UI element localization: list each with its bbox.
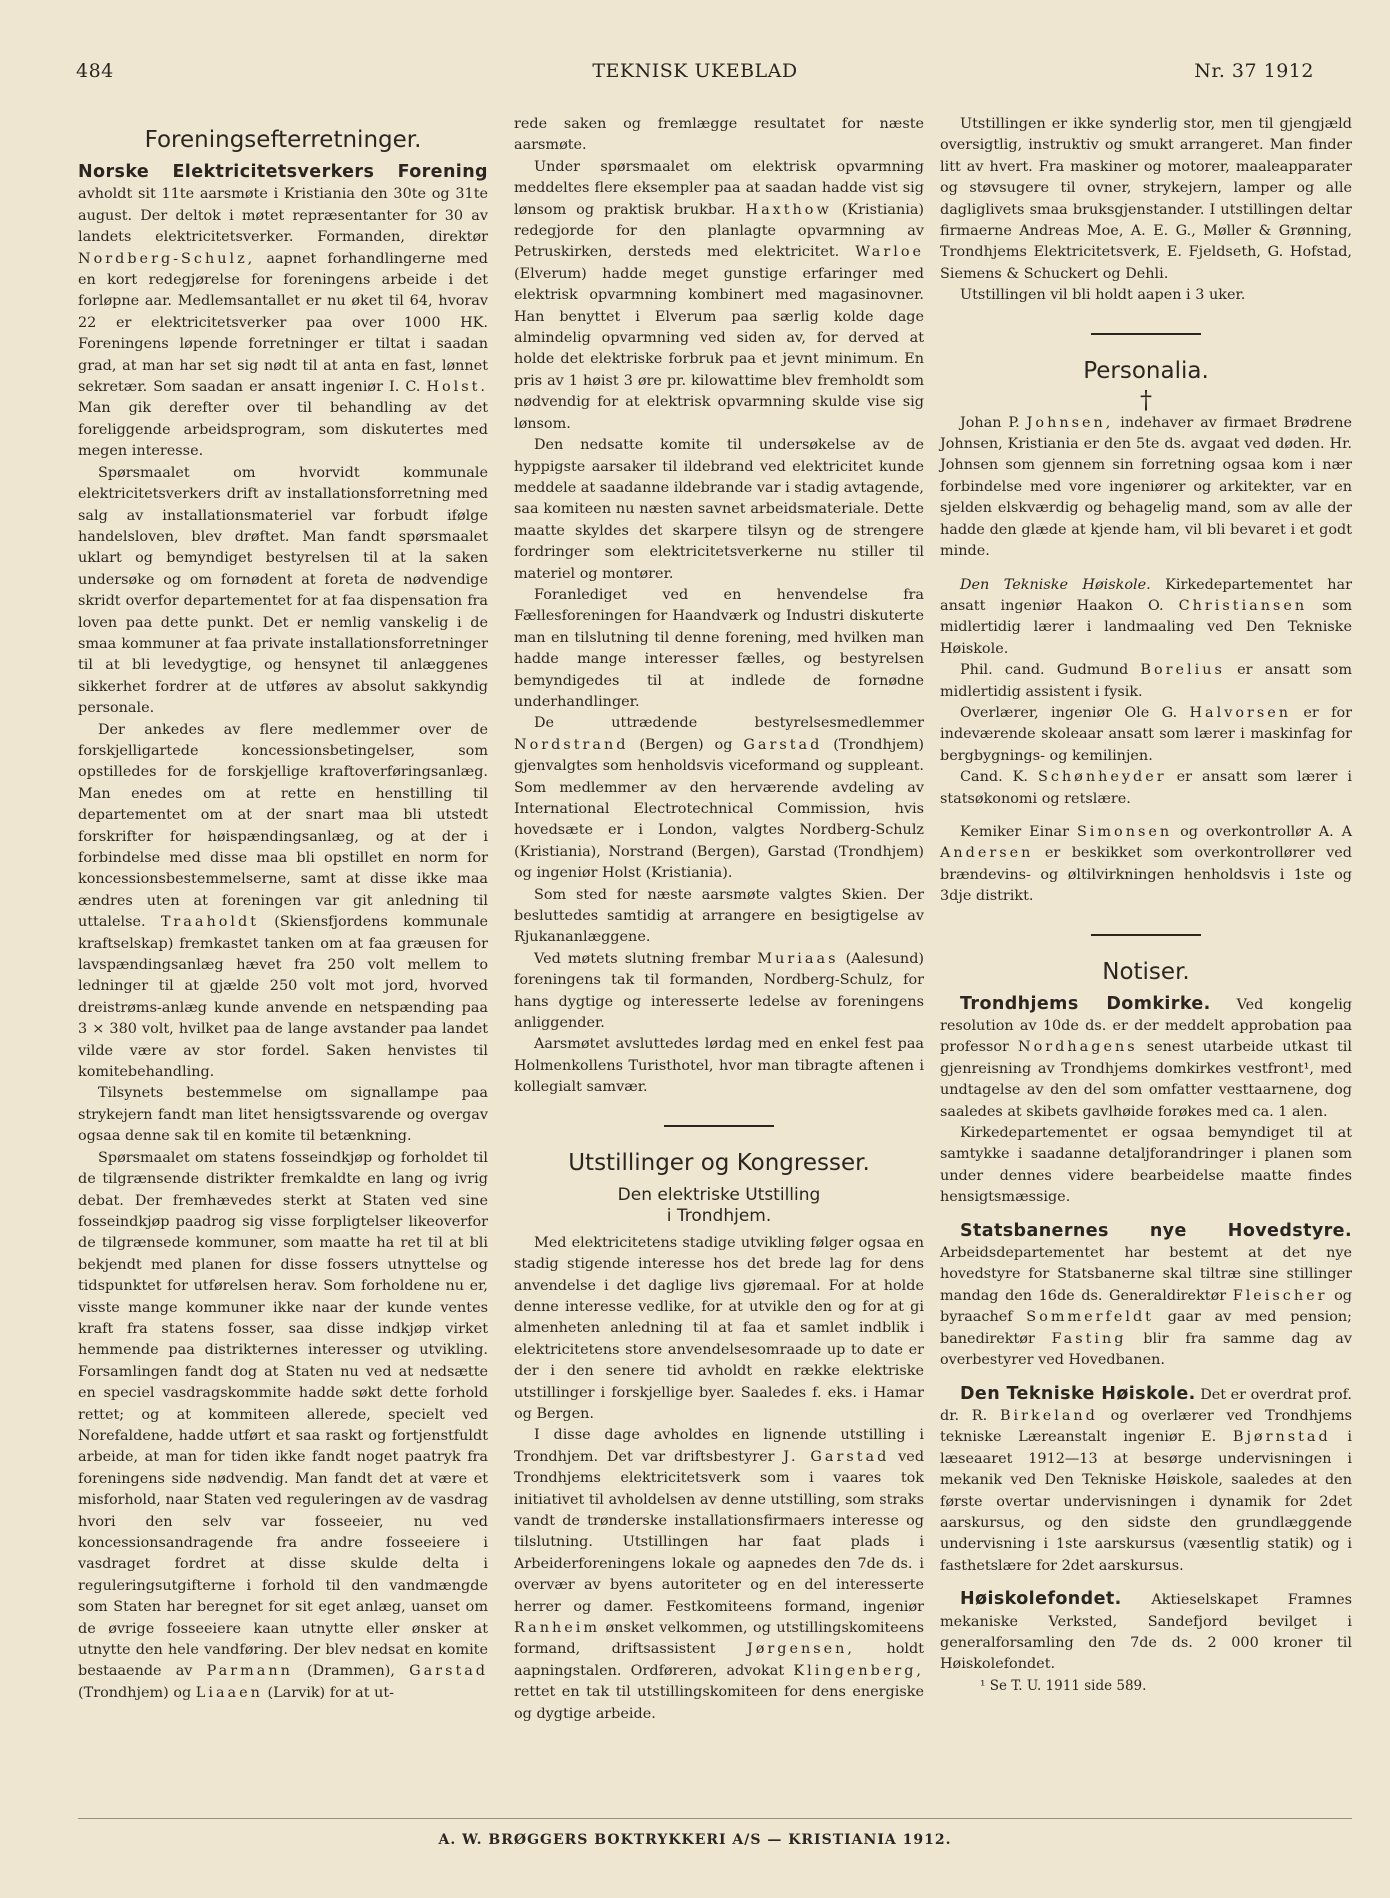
run-in-title: Norske Elektricitetsverkers Forening <box>78 162 488 182</box>
person-name: Christiansen <box>1178 597 1308 614</box>
paragraph: Ved møtets slutning frembar Muriaas (Aalesund) foreningens tak til formanden, Nordberg-Schulz, for hans dygtige og interesserte ledelse av foreningens anliggender. <box>514 950 925 1032</box>
person-name: Garstad <box>409 1663 489 1680</box>
person-name: Bjørnstad <box>1232 1429 1331 1446</box>
paragraph: Utstillingen er ikke synderlig stor, men til gjengjæld oversigtlig, instruktiv og smukt arrangeret. Man finder litt av hvert. Fra maskiner og motorer, maaleapparater og støvsugere til ovner, strykejern, lamper og alle dagliglivets smaa bruksgjenstander. I utstillingen deltar firmaerne Andreas Moe, A. E. G., Møller & Grønning, Trondhjems Elektricitetsverk, E. Fjeldseth, G. Hofstad, Siemens & Schuckert og Dehli. <box>940 116 1352 282</box>
paragraph: Under spørsmaalet om elektrisk opvarmning meddeltes flere eksempler paa at saadan hadde vist sig lønsom og praktisk brukbar. Haxthow (Kristiania) redegjorde for den planlagte opvarmning av Petruskirken, dersteds med elektricitet. Warloe (Elverum) hadde meget gunstige erfaringer med elektrisk opvarmning kombinert med magasinovner. Han benyttet i Elverum paa særlig kolde dage almindelig opvarmning ved siden av, for derved at holde det elektriske forbruk paa et jevnt minimum. En pris av 1 høist 3 øre pr. kilowattime blev fremholdt som nødvendig for at elektrisk opvarmning skulde vise sig lønsom. <box>514 158 925 432</box>
paragraph: Johan P. Johnsen, indehaver av firmaet Brødrene Johnsen, Kristiania er den 5te ds. avgaat ved døden. Hr. Johnsen som gjennem sin forretning ogsaa kom i nær forbindelse med vore ingeniører og arkitekter, var en sjelden elskværdig og behagelig mand, som av alle der hadde den glæde at kjende ham, vil bli bevaret i et godt minde. <box>940 414 1353 560</box>
paragraph: Phil. cand. Gudmund Borelius er ansatt som midlertidig assistent i fysik. <box>940 662 1352 700</box>
paragraph: Som sted for næste aarsmøte valgtes Skien. Der besluttedes samtidig at arrangere en besigtigelse av Rjukananlæggene. <box>514 886 924 946</box>
person-name: Fleischer <box>1232 1287 1328 1304</box>
person-name: Halvorsen <box>1189 704 1292 721</box>
person-name: Haxthow <box>745 201 832 218</box>
italic-heading: Den Tekniske Høiskole. <box>960 576 1151 593</box>
footnote: ¹ Se T. U. 1911 side 589. <box>980 1677 1147 1694</box>
page-header <box>76 60 1314 90</box>
run-in-title: Den Tekniske Høiskole. <box>960 1383 1196 1404</box>
paragraph: Spørsmaalet om hvorvidt kommunale elektricitetsverkers drift av installationsforretning med salg av installationsmateriel var forbudt ifølge handelsloven, blev drøftet. Man fandt spørsmaalet uklart og bemyndiget bestyrelsen til at la saken undersøke og om fornødent at foreta de nødvendige skridt overfor departementet for at faa dispensation fra loven paa dette punkt. Det er nemlig vanskelig i de smaa kommuner at faa private installationsforretninger til at bli levedygtige, og hensynet til anlæggenes sikkerhet fordrer at de utføres av absolut sakkyndig personale. <box>78 464 488 717</box>
column-1 <box>78 114 488 1704</box>
section-divider <box>1091 934 1201 936</box>
paragraph: Tilsynets bestemmelse om signallampe paa strykejern fandt man litet hensigtssvarende og overgav ogsaa denne sak til en komite til betænkning. <box>78 1085 488 1145</box>
paragraph: Foranlediget ved en henvendelse fra Fællesforeningen for Haandværk og Industri diskuterte man en tilslutning til denne forening, med hvilken man hadde mange interesser fælles, og bestyrelsen bemyndigedes til at indlede de fornødne underhandlinger. <box>514 586 924 710</box>
run-in-title: Statsbanernes nye Hovedstyre. <box>960 1220 1352 1241</box>
person-name: Andersen <box>940 845 1034 862</box>
person-name: Johnsen, <box>1026 414 1114 431</box>
person-name: Warloe <box>855 244 924 261</box>
printer-imprint: A. W. BRØGGERS BOKTRYKKERI A/S — KRISTIANIA 1912. <box>438 1832 952 1848</box>
column-2 <box>514 114 924 1725</box>
paragraph: Kemiker Einar Simonsen og overkontrollør A. A Andersen er beskikket som overkontrollører ved brændevins- og øltilvirkningen henholdsvis i 1ste og 3dje distrikt. <box>940 823 1353 905</box>
section-divider <box>1091 333 1201 335</box>
section-divider <box>664 1125 774 1127</box>
person-name: Sommerfeldt <box>1026 1309 1154 1326</box>
paragraph: Utstillingen vil bli holdt aapen i 3 uker. <box>960 287 1246 304</box>
issue-number: Nr. 37 1912 <box>1194 60 1314 82</box>
person-name: J. Garstad <box>783 1448 890 1465</box>
paragraph: Kirkedepartementet er ogsaa bemyndiget til at samtykke i saadanne detaljforandringer i planen som under dennes videre bearbeidelse maatte findes hensigtsmæssige. <box>940 1125 1352 1206</box>
paragraph: Trondhjems Domkirke. Ved kongelig resolution av 10de ds. er der meddelt approbation paa professor Nordhagens senest utarbeide utkast til gjenreisning av Trondhjems domkirkes vestfront¹, med undtagelse av den del som omfatter vesttaarnene, dog saaledes at skibets gavlhøide forøkes med ca. 1 alen. <box>940 993 1353 1120</box>
section-title-utstillinger: Utstillinger og Kongresser. <box>568 1149 870 1176</box>
person-name: Holst. <box>426 379 488 396</box>
person-name: Jørgensen, <box>746 1641 856 1658</box>
section-title-notiser: Notiser. <box>1102 958 1190 985</box>
section-title-foreningsefterretninger: Foreningsefterretninger. <box>144 127 422 153</box>
article-subtitle: Den elektriske Utstilling i Trondhjem. <box>617 1184 821 1226</box>
person-name: Ranheim <box>514 1620 601 1636</box>
paragraph: Med elektricitetens stadige utvikling følger ogsaa en stadig stigende interesse hos det brede lag for dens anvendelse i det daglige livs gjøremaal. For at holde denne interesse vedlike, for at utvikle den og for at gi almenheten anledning til at faa et samlet indblik i elektricitetens store anvendelsesomraade up to date er der i den senere tid avholdt en række elektriske utstillinger i forskjellige byer. Saaledes f. eks. i Hamar og Bergen. <box>514 1234 924 1422</box>
run-in-title: Høiskolefondet. <box>960 1589 1122 1610</box>
person-name: Nordstrand <box>514 736 629 753</box>
person-name: Borelius <box>1140 662 1225 679</box>
dagger-icon: † <box>1140 385 1152 414</box>
paragraph: Høiskolefondet. Aktieselskapet Framnes mekaniske Verksted, Sandefjord bevilget i generalforsamling den 7de ds. 2 000 kroner til Høiskolefondet. <box>940 1589 1352 1673</box>
publication-title: TEKNISK UKEBLAD <box>592 60 798 82</box>
paragraph: Den Tekniske Høiskole. Kirkedepartementet har ansatt ingeniør Haakon O. Christiansen som midlertidig lærer i landmaaling ved Den Tekniske Høiskole. <box>940 576 1353 657</box>
person-name: Birkeland <box>999 1407 1098 1424</box>
person-name: Klingenberg, <box>793 1662 925 1679</box>
person-name: Simonsen <box>1076 823 1173 840</box>
person-name: Nordhagens <box>1018 1039 1138 1056</box>
paragraph: I disse dage avholdes en lignende utstilling i Trondhjem. Det var driftsbestyrer J. Garstad ved Trondhjems elektricitetsverk som i vaares tok initiativet til avholdelsen av denne utstilling, som straks vandt de trønderske installationsfirmaers interesse og tilslutning. Utstillingen har faat plads i Arbeiderforeningens lokale og aapnedes den 7de ds. i overvær av byens autoriteter og en del interesserte herrer og damer. Festkomiteens formand, ingeniør Ranheim ønsket velkommen, og utstillingskomiteens formand, driftsassistent Jørgensen, holdt aapningstalen. Ordføreren, advokat Klingenberg, rettet en tak til utstillingskomiteen for dens energiske og dygtige arbeide. <box>514 1427 925 1722</box>
run-in-title: Trondhjems Domkirke. <box>960 993 1211 1014</box>
section-title-personalia: Personalia. <box>1083 357 1209 384</box>
paragraph: Aarsmøtet avsluttedes lørdag med en enkel fest paa Holmenkollens Turisthotel, hvor man tibragte aftenen i kollegialt samvær. <box>514 1036 924 1096</box>
person-name: Schønheyder <box>1037 769 1167 786</box>
footer-rule <box>78 1818 1352 1819</box>
person-name: Traaholdt <box>160 914 259 931</box>
column-3 <box>940 114 1352 1697</box>
person-name: Parmann <box>206 1663 293 1680</box>
page-number: 484 <box>76 60 114 82</box>
paragraph: Den nedsatte komite til undersøkelse av de hyppigste aarsaker til ildebrand ved elektricitet kunde meddele at saadanne ildebrande var i stadig avtagende, saa komiteen nu næsten savnet arbeidsmateriale. Dette maatte skyldes det skarpere tilsyn og de strengere fordringer som elektricitetsverkerne nu stiller til materiel og montører. <box>514 437 924 582</box>
person-name: Nordberg-Schulz, <box>78 250 256 267</box>
person-name: Garstad <box>743 736 823 753</box>
paragraph: Spørsmaalet om statens fosseindkjøp og forholdet til de tilgrænsende distrikter fremkaldte en lang og ivrig debat. Der fremhævedes sterkt at Staten ved sine fosseindkjøp paadrog sig visse forpligtelser likeoverfor de tilgrænsede kommuner, som maatte ha ret til at bli bekjendt med planen for disse fossers utnyttelse og tidspunktet for utførelsen herav. Som forholdene nu er, visste mange kommuner ikke naar der kunde ventes kraft fra statens fosser, saa disse indkjøp virket hemmende paa distrikternes interesser og utvikling. Forsamlingen fandt dog at Staten nu ved at nedsætte en speciel vasdragskommite hadde søkt dette forhold rettet; og at kommiteen allerede, specielt ved Norefaldene, hadde utført et saa raskt og fortjenstfuldt arbeide, at man for tiden ikke fandt noget paatryk fra foreningens side nødvendig. Man fandt det at være et misforhold, naar Staten ved reguleringen av de vasdrag hvori den selv var fosseeier, nu ved koncessionsandragende fra andre fosseeiere i vasdraget fordret at disse skulde delta i reguleringsutgifterne i forhold til den vandmængde som Staten har beregnet for sit eget anlæg, uanset om de øvrige fosseeiere kaan utnytte eller ønsker at utnytte den hele vandføring. Der blev nedsat en komite bestaaende av Parmann (Drammen), Garstad (Trondhjem) og Liaaen (Larvik) for at ut- <box>78 1149 489 1701</box>
person-name: Muriaas <box>757 950 839 967</box>
paragraph: Der ankedes av flere medlemmer over de forskjelligartede koncessionsbetingelser, som opstilledes for de forskjellige kraftoverføringsanlæg. Man enedes om at rette en henstilling til departementet om at der snart maa bli utstedt forskrifter for høispændingsanlæg, og at der i forbindelse med disse maa bli opstillet en norm for koncessionsbestemmelserne, samt at disse ikke maa ændres uten at foreningen var git anledning til uttalelse. Traaholdt (Skiensfjordens kommunale kraftselskap) fremkastet tanken om at faa græusen for lavspændingsanlæg hævet fra 250 volt mellem to ledninger til at gjælde 250 volt mot jord, hvorved dreistrøms-anlæg kunde anvende en netspænding paa 3 × 380 volt, hvilket paa de lange avstander paa landet vilde være av stor fordel. Saken henvistes til komitebehandling. <box>78 721 488 1081</box>
paragraph: rede saken og fremlægge resultatet for næste aarsmøte. <box>514 116 924 154</box>
paragraph: Overlærer, ingeniør Ole G. Halvorsen er for indeværende skoleaar ansatt som lærer i maskinfag for bergbygnings- og kemilinjen. <box>940 704 1352 764</box>
paragraph: Norske Elektricitetsverkers Forening avholdt sit 11te aarsmøte i Kristiania den 30te og 31te august. Der deltok i møtet repræsentanter for 30 av landets elektricitetsverker. Formanden, direktør Nordberg-Schulz, aapnet forhandlingerne med en kort redegjørelse for foreningens arbeide i det forløpne aar. Medlemsantallet er nu øket til 64, hvorav 22 er elektricitetsverker paa over 1000 HK. Foreningens løpende forretninger er tiltat i saadan grad, at man har set sig nødt til at anta en fast, lønnet sekretær. Som saadan er ansatt ingeniør I. C. Holst. Man gik derefter over til behandling av det foreliggende arbeidsprogram, som diskutertes med megen interesse. <box>78 162 488 460</box>
paragraph: Den Tekniske Høiskole. Det er overdrat prof. dr. R. Birkeland og overlærer ved Trondhjems tekniske Læreanstalt ingeniør E. Bjørnstad i læseaaret 1912—13 at besørge undervisningen i mekanik ved Den Tekniske Høiskole, saaledes at den første overtar undervisningen i dynamik for 2det aarskursus, og den sidste den grundlæggende undervisning i 1ste aarskursus (væsentlig statik) og i fasthetslære for 2det aarskursus. <box>940 1383 1352 1574</box>
paragraph: De uttrædende bestyrelsesmedlemmer Nordstrand (Bergen) og Garstad (Trondhjem) gjenvalgtes som henholdsvis viceformand og suppleant. Som medlemmer av den herværende avdeling av International Electrotechnical Commission, hvis hovedsæte er i London, valgtes Nordberg-Schulz (Kristiania), Norstrand (Bergen), Garstad (Trondhjem) og ingeniør Holst (Kristiania). <box>514 715 925 882</box>
paragraph: Statsbanernes nye Hovedstyre. Arbeidsdepartementet har bestemt at det nye hovedstyre for Statsbanerne skal tiltræ sine stillinger mandag den 16de ds. Generaldirektør Fleischer og byraachef Sommerfeldt gaar av med pension; banedirektør Fasting blir fra samme dag av overbestyrer ved Hovedbanen. <box>940 1220 1352 1369</box>
person-name: Fasting <box>1051 1330 1127 1347</box>
person-name: Liaaen <box>195 1684 263 1701</box>
paragraph: Cand. K. Schønheyder er ansatt som lærer i statsøkonomi og retslære. <box>940 769 1353 807</box>
